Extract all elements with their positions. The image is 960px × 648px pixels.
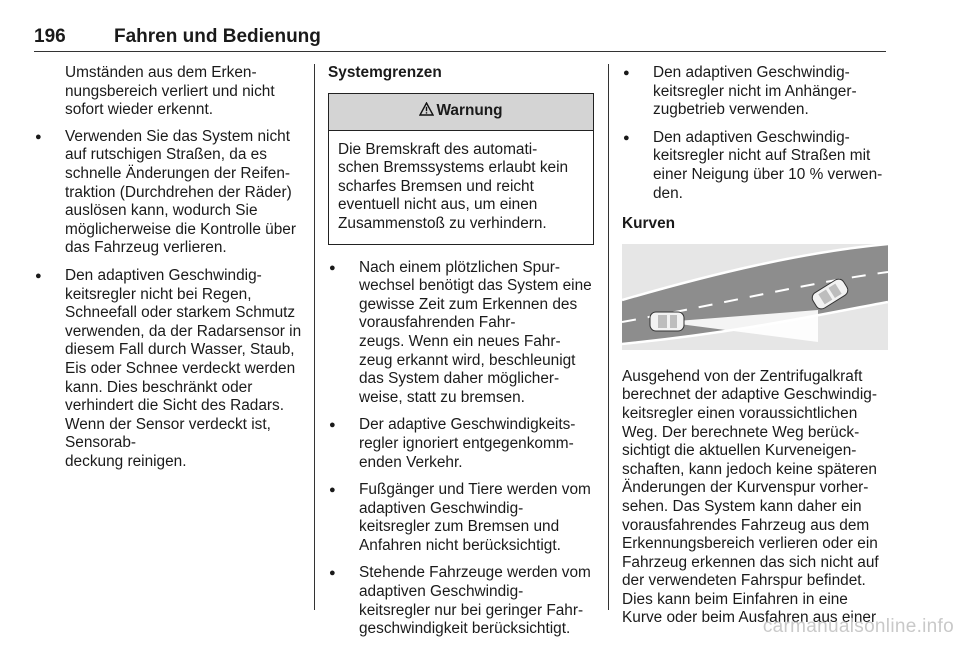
chapter-title: Fahren und Bedienung bbox=[114, 26, 321, 47]
column-left bbox=[34, 64, 302, 480]
bullet-item bbox=[328, 564, 594, 638]
header-divider bbox=[34, 51, 886, 52]
section-heading-kurven: Kurven bbox=[622, 215, 676, 233]
column-divider bbox=[608, 64, 609, 610]
bullet-item bbox=[34, 267, 302, 472]
warning-text: Die Bremskraft des automati- schen Bremssystems erlaubt kein scharfes Bremsen und reicht eventuell nicht aus, um einen Zusammenstoß zu verhindern. bbox=[338, 140, 569, 232]
bullet-item bbox=[328, 416, 594, 472]
bullet-text: Nach einem plötzlichen Spur- wechsel benötigt das System eine gewisse Zeit zum Erkennen des vorausfahrenden Fahr- zeugs. Wenn ein neues Fahr- zeug erkannt wird, beschleunigt das System daher möglicher- weise, statt zu bremsen. bbox=[359, 258, 592, 406]
warning-triangle-icon bbox=[419, 102, 434, 122]
section-heading-systemgrenzen: Systemgrenzen bbox=[328, 64, 442, 81]
warning-box bbox=[328, 93, 594, 245]
bullet-text: Den adaptiven Geschwindig- keitsregler nicht bei Regen, Schneefall oder starkem Schmutz verwenden, da der Radarsensor in diesem Fall durch Wasser, Staub, Eis oder Schnee verdeckt werden kann. Dies beschränkt oder verhindert die Sicht des Radars. Wenn der Sensor verdeckt ist, Sensorab- deckung reinigen. bbox=[65, 266, 302, 470]
warning-title: Warnung bbox=[436, 102, 503, 120]
continued-text bbox=[34, 64, 302, 120]
car-own bbox=[650, 312, 684, 331]
bullet-text: Fußgänger und Tiere werden vom adaptiven Geschwindig- keitsregler zum Bremsen und Anfahren nicht berücksichtigt. bbox=[359, 481, 591, 554]
column-right bbox=[622, 64, 888, 636]
watermark: carmanualsonline.info bbox=[762, 616, 954, 637]
bullet-item bbox=[328, 259, 594, 408]
kurven-paragraph: Ausgehend von der Zentrifugalkraft berechnet der adaptive Geschwindig- keitsregler einen voraussichtlichen Weg. Der berechnete Weg berück- sichtigt die aktuellen Kurveneigen- schaften, kann jedoch keine späteren Änderungen der Kurvenspur vorher- sehen. Das System kann daher ein vorausfahrendes Fahrzeug aus dem Erkennungsbereich verlieren oder ein Fahrzeug erkennen das sich nicht auf der verwendeten Fahrspur befindet. Dies kann beim Einfahren in eine Kurve oder beim Ausfahren aus einer bbox=[622, 367, 879, 627]
column-divider bbox=[314, 64, 315, 610]
bullet-text: Stehende Fahrzeuge werden vom adaptiven Geschwindig- keitsregler nur bei geringer Fahr- geschwindigkeit berücksichtigt. bbox=[359, 564, 591, 638]
bullet-item bbox=[622, 129, 888, 203]
curve-illustration bbox=[622, 244, 888, 350]
bullet-item bbox=[34, 128, 302, 258]
bullet-text: Verwenden Sie das System nicht auf rutschigen Straßen, da es schnelle Änderungen der Reifen- traktion (Durchdrehen der Räder) auslösen kann, wodurch Sie möglicherweise die Kontrolle über das Fahrzeug verlieren. bbox=[65, 127, 296, 257]
continued-text-body: Umständen aus dem Erken- nungsbereich verliert und nicht sofort wieder erkennt. bbox=[65, 64, 275, 119]
bullet-text: Der adaptive Geschwindigkeits- regler ignoriert entgegenkomm- enden Verkehr. bbox=[359, 416, 576, 471]
column-middle bbox=[328, 64, 594, 648]
bullet-text: Den adaptiven Geschwindig- keitsregler nicht im Anhänger- zugbetrieb verwenden. bbox=[653, 64, 857, 119]
bullet-item bbox=[622, 64, 888, 120]
page-header bbox=[34, 26, 886, 52]
page-number: 196 bbox=[34, 26, 66, 47]
warning-header bbox=[329, 94, 593, 131]
bullet-item bbox=[328, 481, 594, 555]
bullet-text: Den adaptiven Geschwindig- keitsregler nicht auf Straßen mit einer Neigung über 10 % verwen- den. bbox=[653, 128, 883, 202]
